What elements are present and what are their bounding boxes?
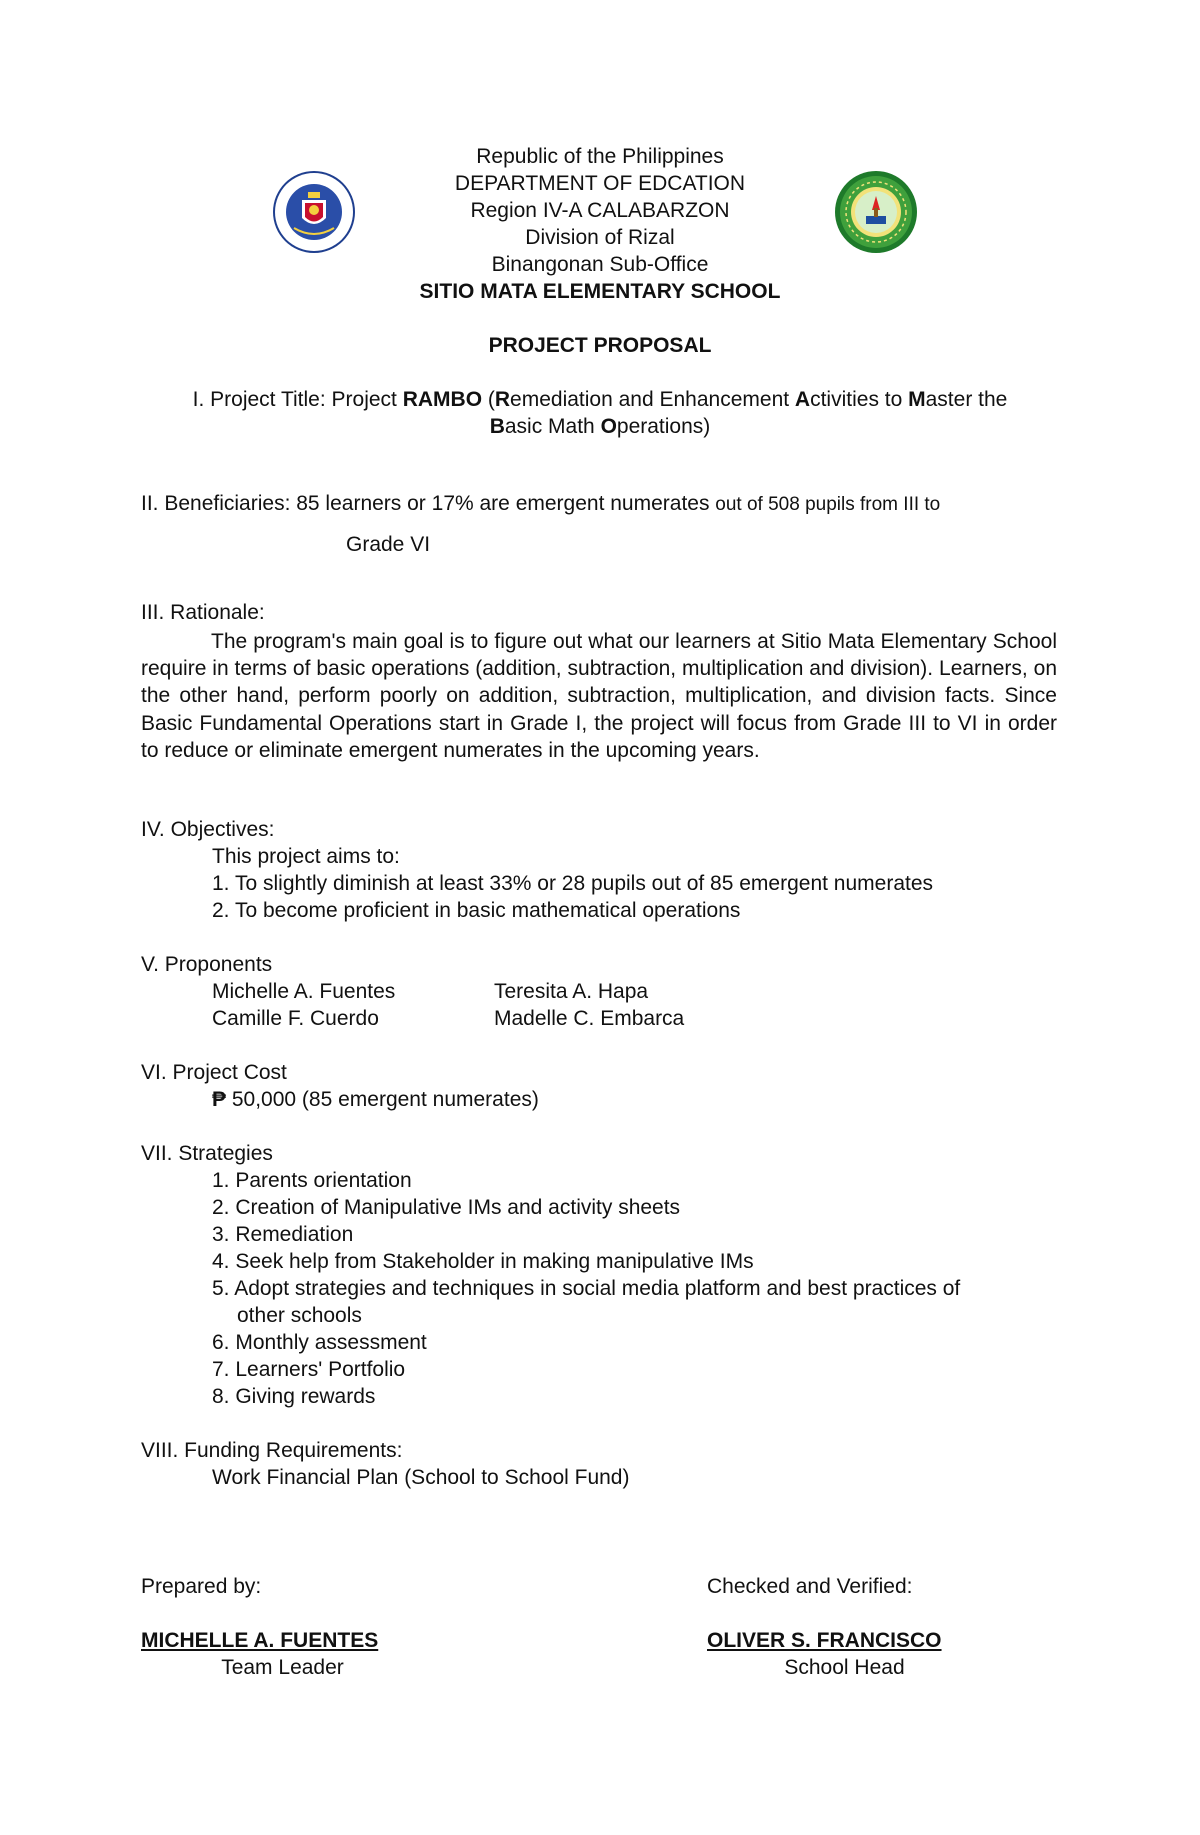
objective-item: 1. To slightly diminish at least 33% or 28 pupils out of 85 emergent numerates	[212, 872, 934, 895]
beneficiaries-line	[141, 492, 940, 516]
project-title-line1: I. Project Title: Project RAMBO (Remediation and Enhancement Activities to Master the	[192, 388, 1008, 411]
objectives-heading: IV. Objectives:	[141, 818, 275, 841]
proponent-name: Camille F. Cuerdo	[212, 1007, 379, 1030]
rationale-text: The program's main goal is to figure out what our learners at Sitio Mata Elementary School require in terms of basic operations (addition, subtraction, multiplication and division). Learners, on the other hand, perform poorly on addition, subtraction, multiplication, and division facts. Since Basic Fundamental Operations start in Grade I, the project will focus from Grade III to VI in order to reduce or eliminate emergent numerates in the upcoming years.	[141, 630, 1057, 762]
strategy-item: 2. Creation of Manipulative IMs and activity sheets	[212, 1196, 681, 1219]
strategy-item-cont: other schools	[237, 1304, 362, 1327]
beneficiaries-small: out of 508 pupils from III to	[715, 494, 941, 515]
project-title-line2-after: perations)	[616, 415, 711, 438]
funding-text: Work Financial Plan (School to School Fund)	[212, 1466, 630, 1489]
header-region: Region IV-A CALABARZON	[470, 199, 730, 222]
prepared-name: MICHELLE A. FUENTES	[141, 1629, 379, 1652]
rationale-heading: III. Rationale:	[141, 601, 265, 624]
beneficiaries-cont: Grade VI	[346, 533, 431, 556]
header-suboffice: Binangonan Sub-Office	[491, 253, 709, 276]
rationale-body	[141, 628, 1057, 764]
proponent-name: Madelle C. Embarca	[494, 1007, 685, 1030]
project-title-name: RAMBO	[402, 388, 483, 411]
cost-text: 50,000 (85 emergent numerates)	[226, 1088, 539, 1111]
strategies-heading: VII. Strategies	[141, 1142, 273, 1165]
objective-item: 2. To become proficient in basic mathematical operations	[212, 899, 741, 922]
school-name: SITIO MATA ELEMENTARY SCHOOL	[419, 280, 781, 303]
peso-symbol: ₱	[212, 1088, 227, 1111]
strategy-item: 5. Adopt strategies and techniques in social media platform and best practices of	[212, 1277, 961, 1300]
objectives-intro: This project aims to:	[212, 845, 400, 868]
header-division: Division of Rizal	[525, 226, 675, 249]
project-title-line2-before: asic Math	[504, 415, 601, 438]
proponent-name: Michelle A. Fuentes	[212, 980, 396, 1003]
proponent-name: Teresita A. Hapa	[494, 980, 649, 1003]
strategy-item: 4. Seek help from Stakeholder in making manipulative IMs	[212, 1250, 754, 1273]
cost-heading: VI. Project Cost	[141, 1061, 287, 1084]
prepared-role: Team Leader	[221, 1656, 344, 1679]
beneficiaries-main: II. Beneficiaries: 85 learners or 17% are emergent numerates	[141, 492, 716, 515]
prepared-by-label: Prepared by:	[141, 1575, 262, 1598]
checked-role: School Head	[784, 1656, 905, 1679]
strategy-item: 6. Monthly assessment	[212, 1331, 427, 1354]
strategy-item: 8. Giving rewards	[212, 1385, 376, 1408]
funding-heading: VIII. Funding Requirements:	[141, 1439, 403, 1462]
proponents-heading: V. Proponents	[141, 953, 273, 976]
project-title-prefix: I. Project Title: Project	[192, 388, 403, 411]
doc-title: PROJECT PROPOSAL	[488, 334, 712, 357]
cost-line	[212, 1088, 539, 1112]
strategy-item: 1. Parents orientation	[212, 1169, 412, 1192]
checked-verified-label: Checked and Verified:	[707, 1575, 913, 1598]
project-title-line2: Basic Math Operations)	[489, 415, 711, 438]
strategy-item: 3. Remediation	[212, 1223, 354, 1246]
strategy-item: 7. Learners' Portfolio	[212, 1358, 406, 1381]
header-republic: Republic of the Philippines	[476, 145, 724, 168]
checked-name: OLIVER S. FRANCISCO	[707, 1629, 942, 1652]
header-department: DEPARTMENT OF EDCATION	[454, 172, 746, 195]
